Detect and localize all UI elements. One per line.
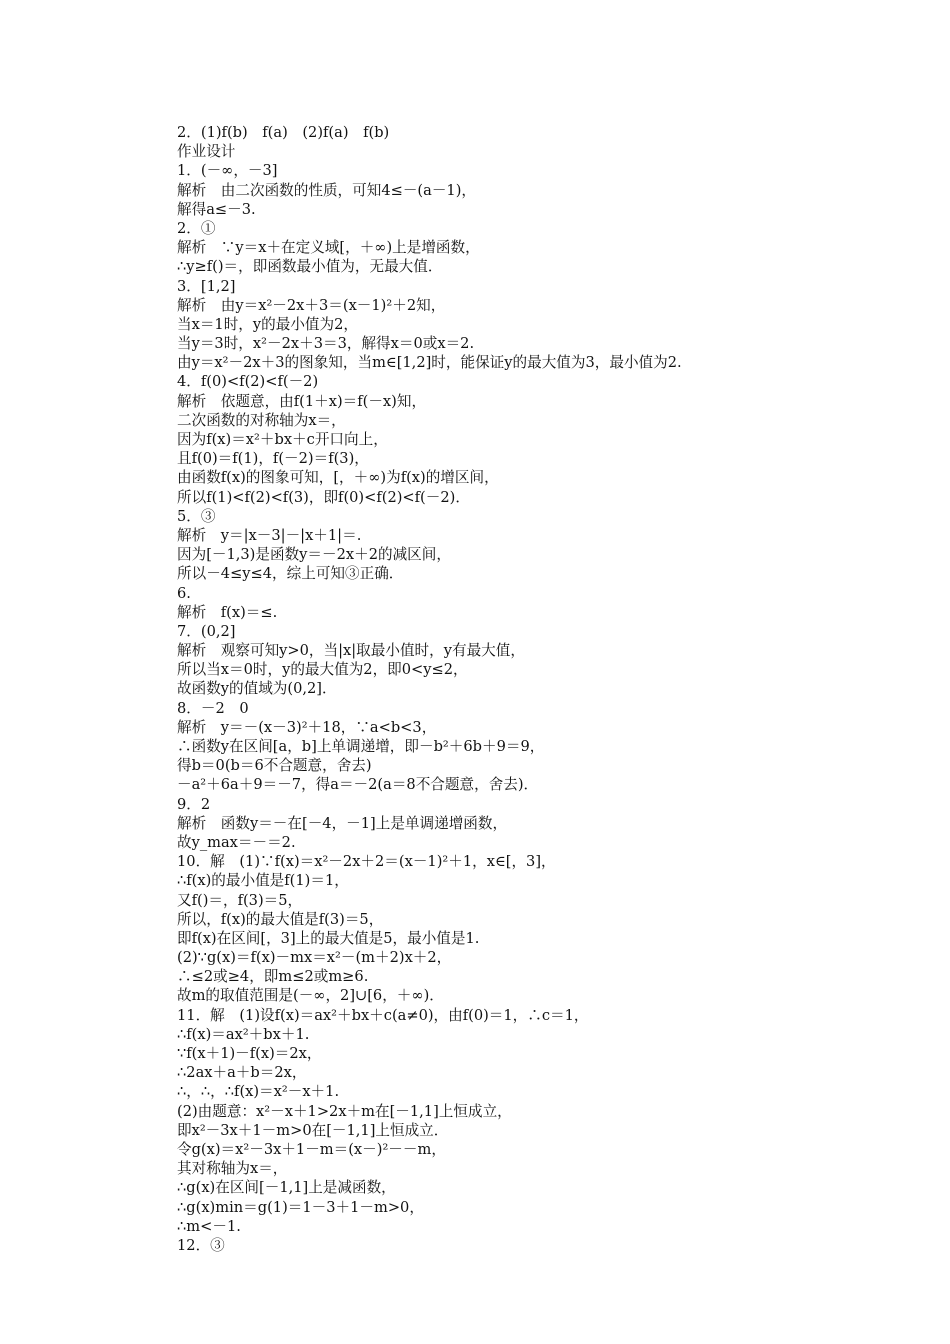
text-line: 解析 y＝|x－3|－|x＋1|＝.	[177, 526, 362, 544]
text-line: 7．(0,2]	[177, 622, 236, 640]
text-line: 9．2	[177, 795, 211, 813]
text-line: 所以，f(x)的最大值是f(3)＝5，	[177, 910, 384, 928]
text-line: ∴f(x)的最小值是f(1)＝1，	[177, 872, 349, 890]
text-line: 由函数f(x)的图象可知，[，＋∞)为f(x)的增区间，	[177, 469, 499, 487]
text-line: 所以－4≤y≤4，综上可知③正确．	[177, 565, 404, 583]
text-line: 故函数y的值域为(0,2]．	[177, 680, 337, 698]
text-line: 故m的取值范围是(－∞，2]∪[6，＋∞)．	[177, 987, 444, 1005]
text-line: 1．(－∞，－3]	[177, 162, 278, 180]
section-heading: 作业设计	[177, 143, 236, 161]
text-line: 所以f(1)<f(2)<f(3)，即f(0)<f(2)<f(－2)．	[177, 488, 470, 506]
text-line: 因为[－1,3)是函数y＝－2x＋2的减区间，	[177, 546, 451, 564]
text-line: 解析 由二次函数的性质，可知4≤－(a－1)，	[177, 181, 476, 199]
text-line: 解得a≤－3.	[177, 200, 256, 218]
text-line: 4．f(0)<f(2)<f(－2)	[177, 373, 319, 391]
text-line: 3．[1,2]	[177, 277, 236, 295]
text-line: 当x＝1时，y的最小值为2，	[177, 315, 358, 333]
text-line: ∵f(x＋1)－f(x)＝2x，	[177, 1045, 322, 1062]
text-line: 2．①	[177, 219, 216, 237]
text-line: 解析 ∵y＝x＋在定义域[，＋∞)上是增函数，	[177, 239, 480, 257]
text-line: 因为f(x)＝x²＋bx＋c开口向上，	[177, 431, 388, 448]
answer-document	[177, 123, 877, 1255]
text-line: 解析 函数y＝－在[－4，－1]上是单调递增函数，	[177, 814, 508, 832]
text-line: ∴≤2或≥4，即m≤2或m≥6.	[177, 968, 369, 986]
text-line: 故y_max＝－＝2.	[177, 833, 296, 851]
text-line: 得b＝0(b＝6不合题意，舍去)	[177, 757, 372, 775]
text-line: ∴f(x)＝ax²＋bx＋1.	[177, 1025, 310, 1043]
text-line: 即f(x)在区间[，3]上的最大值是5，最小值是1.	[177, 929, 480, 947]
text-line: 6.	[177, 584, 191, 602]
text-line: 即x²－3x＋1－m>0在[－1,1]上恒成立．	[177, 1121, 449, 1139]
text-line: 10．解 (1)∵f(x)＝x²－2x＋2＝(x－1)²＋1，x∈[，3]，	[177, 853, 556, 871]
text-line: 又f()＝，f(3)＝5，	[177, 891, 303, 909]
text-line: ∴，∴，∴f(x)＝x²－x＋1.	[177, 1083, 340, 1101]
text-line: (2)由题意：x²－x＋1>2x＋m在[－1,1]上恒成立，	[177, 1102, 512, 1120]
text-line: 2．(1)f(b) f(a) (2)f(a) f(b)	[177, 124, 390, 141]
text-line: 其对称轴为x＝，	[177, 1160, 288, 1178]
text-line: 5．③	[177, 507, 216, 525]
text-line: 解析 观察可知y>0，当|x|取最小值时，y有最大值，	[177, 642, 525, 660]
text-line: 解析 依题意，由f(1＋x)＝f(－x)知，	[177, 392, 427, 410]
text-line: 由y＝x²－2x＋3的图象知，当m∈[1,2]时，能保证y的最大值为3，最小值为2.	[177, 354, 682, 372]
text-line: ∴m<－1.	[177, 1217, 241, 1235]
text-line: 令g(x)＝x²－3x＋1－m＝(x－)²－－m，	[177, 1140, 446, 1158]
text-line: 当y＝3时，x²－2x＋3＝3，解得x＝0或x＝2.	[177, 335, 475, 353]
text-line: 二次函数的对称轴为x＝，	[177, 411, 346, 429]
text-line: ∴g(x)min＝g(1)＝1－3＋1－m>0，	[177, 1198, 424, 1216]
text-line: ∴函数y在区间[a，b]上单调递增，即－b²＋6b＋9＝9，	[177, 738, 545, 755]
text-line: 11．解 (1)设f(x)＝ax²＋bx＋c(a≠0)，由f(0)＝1，∴c＝1，	[177, 1006, 589, 1024]
text-line: 解析 y＝－(x－3)²＋18，∵a<b<3，	[177, 718, 437, 736]
text-line: (2)∵g(x)＝f(x)－mx＝x²－(m＋2)x＋2，	[177, 949, 452, 967]
text-line: ∴y≥f()＝，即函数最小值为，无最大值．	[177, 258, 443, 276]
text-line: 解析 由y＝x²－2x＋3＝(x－1)²＋2知，	[177, 296, 446, 314]
text-line: 12．③	[177, 1236, 225, 1254]
text-line: ∴g(x)在区间[－1,1]上是减函数，	[177, 1179, 396, 1197]
text-line: 且f(0)＝f(1)，f(－2)＝f(3)，	[177, 450, 369, 468]
text-line: －a²＋6a＋9＝－7，得a＝－2(a＝8不合题意，舍去)．	[177, 776, 539, 794]
text-line: ∴2ax＋a＋b＝2x，	[177, 1064, 307, 1082]
text-line: 8．－2 0	[177, 699, 249, 717]
text-line: 所以当x＝0时，y的最大值为2，即0<y≤2，	[177, 661, 468, 679]
text-line: 解析 f(x)＝≤.	[177, 603, 278, 621]
